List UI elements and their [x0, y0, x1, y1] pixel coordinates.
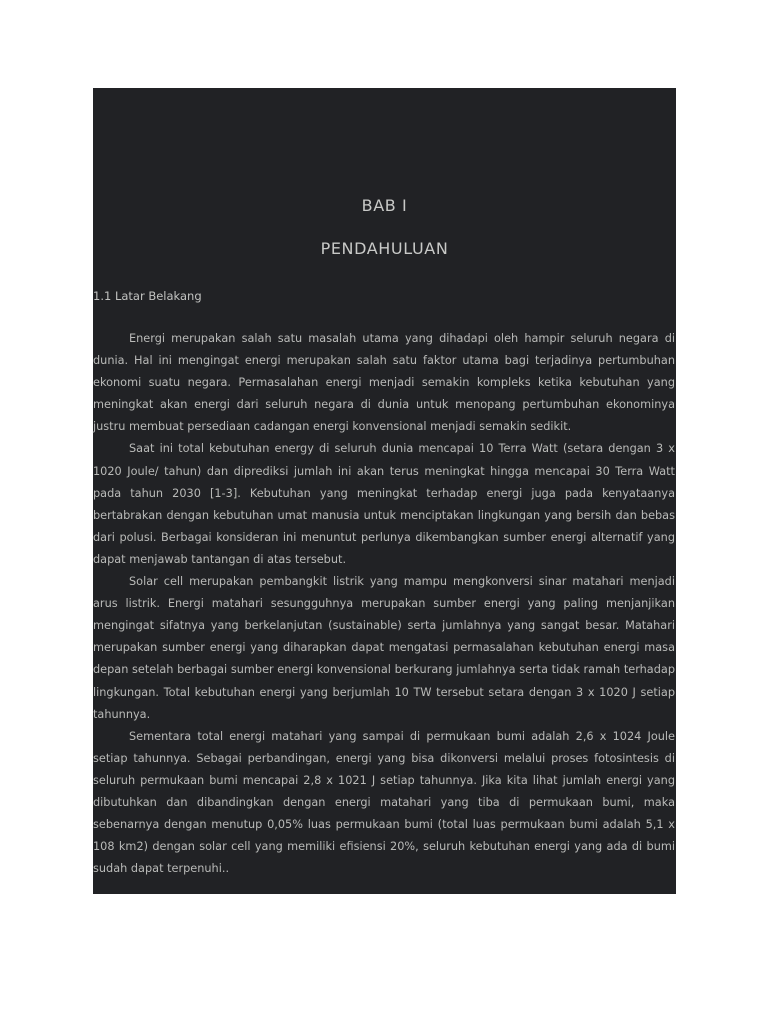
chapter-number: BAB I [361, 196, 408, 215]
paragraph-4: Sementara total energi matahari yang sampai di permukaan bumi adalah 2,6 x 1024 Joule setiap tahunnya. Sebagai perbandingan, energi yang bisa dikonversi melalui proses fotosintesis di seluruh permukaan bumi mencapai 2,8 x 1021 J setiap tahunnya. Jika kita lihat jumlah energi yang dibutuhkan dan dibandingkan dengan energi matahari yang tiba di permukaan bumi, maka sebenarnya dengan menutup 0,05% luas permukaan bumi (total luas permukaan bumi adalah 5,1 x 108 km2) dengan solar cell yang memiliki efisiensi 20%, seluruh kebutuhan energi yang ada di bumi sudah dapat terpenuhi.. [93, 729, 675, 876]
section-heading: 1.1 Latar Belakang [93, 289, 202, 303]
paragraph-2: Saat ini total kebutuhan energy di seluruh dunia mencapai 10 Terra Watt (setara dengan 3 x 1020 Joule/ tahun) dan diprediksi jumlah ini akan terus meningkat hingga mencapai 30 Terra Watt pada tahun 2030 [1-3]. Kebutuhan yang meningkat terhadap energi juga pada kenyataanya bertabrakan dengan kebutuhan umat manusia untuk menciptakan lingkungan yang bersih dan bebas dari polusi. Berbagai konsideran ini menuntut perlunya dikembangkan sumber energi alternatif yang dapat menjawab tantangan di atas tersebut. [93, 442, 675, 566]
paragraph-3: Solar cell merupakan pembangkit listrik yang mampu mengkonversi sinar matahari menjadi arus listrik. Energi matahari sesungguhnya merupakan sumber energi yang paling menjanjikan mengingat sifatnya yang berkelanjutan (sustainable) serta jumlahnya yang sangat besar. Matahari merupakan sumber energi yang diharapkan dapat mengatasi permasalahan kebutuhan energi masa depan setelah berbagai sumber energi konvensional berkurang jumlahnya serta tidak ramah terhadap lingkungan. Total kebutuhan energi yang berjumlah 10 TW tersebut setara dengan 3 x 1020 J setiap tahunnya. [93, 575, 675, 721]
body-text [93, 328, 675, 880]
chapter-title: PENDAHULUAN [320, 239, 449, 258]
paragraph-1: Energi merupakan salah satu masalah utama yang dihadapi oleh hampir seluruh negara di dunia. Hal ini mengingat energi merupakan salah satu faktor utama bagi terjadinya pertumbuhan ekonomi suatu negara. Permasalahan energi menjadi semakin kompleks ketika kebutuhan yang meningkat akan energi dari seluruh negara di dunia untuk menopang pertumbuhan ekonominya justru membuat persediaan cadangan energi konvensional menjadi semakin sedikit. [93, 332, 675, 434]
document-page [93, 88, 676, 894]
